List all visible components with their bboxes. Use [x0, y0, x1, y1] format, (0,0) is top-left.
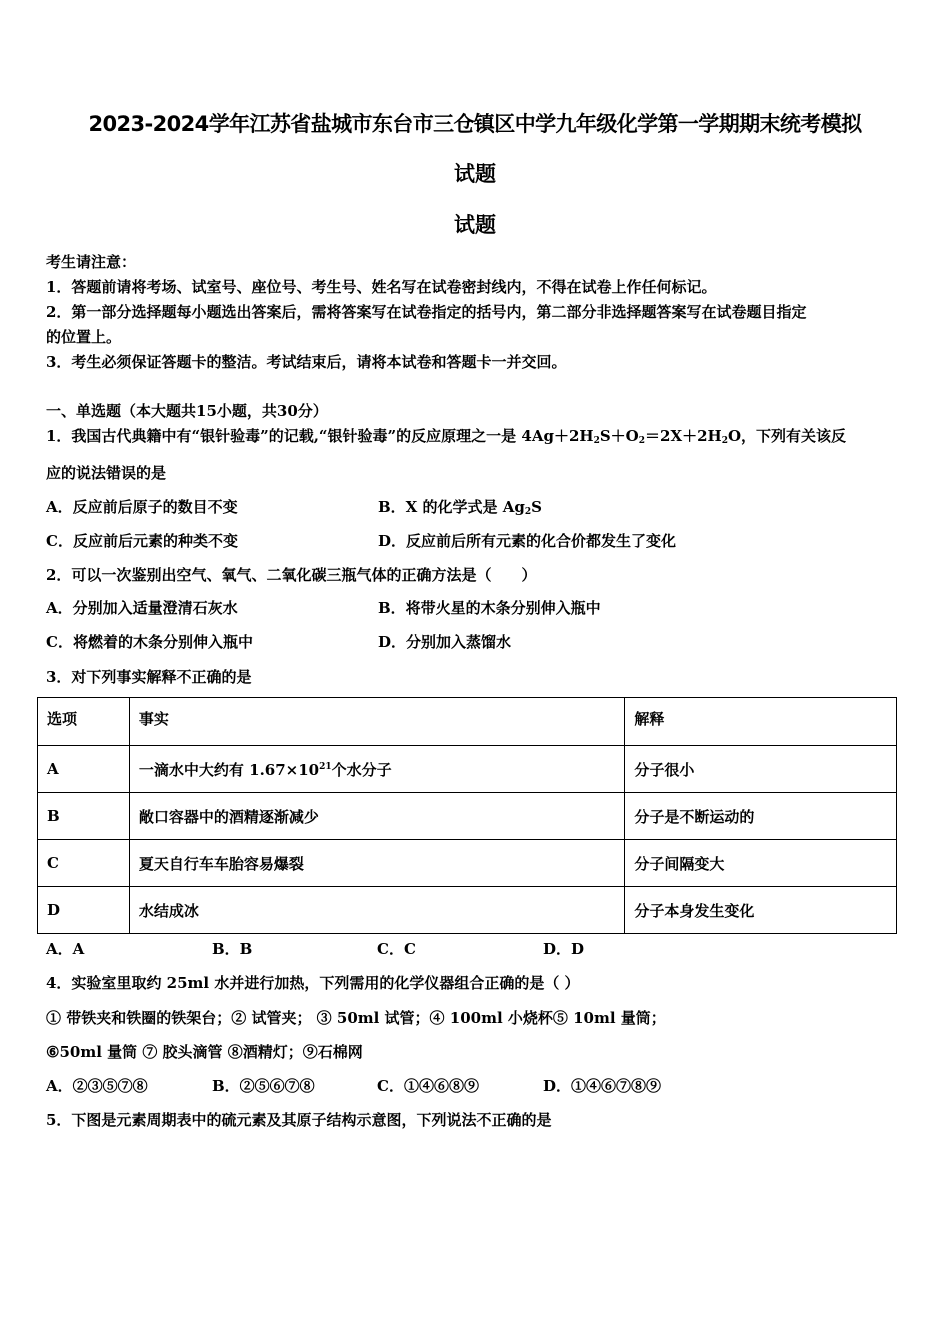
- table-header-cell: 选项: [38, 698, 130, 746]
- notice-item-2: 2．第一部分选择题每小题选出答案后，需将答案写在试卷指定的括号内，第二部分非选择题答案写在试卷题目指定: [46, 303, 807, 321]
- q1-option-d: D．反应前后所有元素的化合价都发生了变化: [378, 532, 677, 550]
- table-cell-fact: 一滴水中大约有 $1.67\times 10^{21}$个水分子: [129, 746, 624, 793]
- exam-title-line1: 2023-2024学年江苏省盐城市东台市三仓镇区中学九年级化学第一学期期末统考模拟: [88, 112, 862, 136]
- table-cell-fact: 敞口容器中的酒精逐渐减少: [129, 793, 624, 840]
- table-cell-option: C: [38, 840, 130, 887]
- q3-table: [37, 697, 897, 934]
- q4-option-d: D．①④⑥⑦⑧⑨: [543, 1077, 662, 1095]
- table-row: [38, 793, 897, 840]
- notice-item-2-cont: 的位置上。: [46, 328, 122, 346]
- q1-option-a: A．反应前后原子的数目不变: [46, 498, 238, 516]
- table-cell-option: B: [38, 793, 130, 840]
- notice-item-1: 1．答题前请将考场、试室号、座位号、考生号、姓名写在试卷密封线内，不得在试卷上作任何标记。: [46, 278, 717, 296]
- q1-option-c: C．反应前后元素的种类不变: [46, 532, 238, 550]
- q3-option-d: D．D: [543, 940, 585, 958]
- table-header-cell: 事实: [129, 698, 624, 746]
- table-row: [38, 840, 897, 887]
- table-cell-option: A: [38, 746, 130, 793]
- q5-stem: 5．下图是元素周期表中的硫元素及其原子结构示意图，下列说法不正确的是: [46, 1111, 552, 1129]
- q2-option-b: B．将带火星的木条分别伸入瓶中: [378, 599, 601, 617]
- q3-option-a: A．A: [46, 940, 85, 958]
- q1-stem: 1．我国古代典籍中有“银针验毒”的记载,“银针验毒”的反应原理之一是 $4Ag+2H_2S+O_2=2X+2H_2O$，下列有关该反: [46, 427, 847, 446]
- q2-option-d: D．分别加入蒸馏水: [378, 633, 512, 651]
- section-heading: 一、单选题（本大题共15小题，共30分）: [46, 402, 328, 420]
- q4-option-b: B．②⑤⑥⑦⑧: [212, 1077, 315, 1095]
- table-cell-explanation: 分子间隔变大: [625, 840, 897, 887]
- q4-option-c: C．①④⑥⑧⑨: [377, 1077, 479, 1095]
- table-cell-fact: 水结成冰: [129, 887, 624, 934]
- exam-title-line2: 试题: [454, 162, 496, 186]
- exam-subtitle: 试题: [454, 213, 496, 237]
- q2-option-c: C．将燃着的木条分别伸入瓶中: [46, 633, 253, 651]
- q1-stem-cont: 应的说法错误的是: [46, 464, 167, 482]
- table-cell-option: D: [38, 887, 130, 934]
- table-cell-explanation: 分子是不断运动的: [625, 793, 897, 840]
- q4-stem: 4．实验室里取约 25ml 水并进行加热，下列需用的化学仪器组合正确的是（ ）: [46, 974, 580, 992]
- notice-item-3: 3．考生必须保证答题卡的整洁。考试结束后，请将本试卷和答题卡一并交回。: [46, 353, 567, 371]
- table-cell-explanation: 分子很小: [625, 746, 897, 793]
- table-header-row: [38, 698, 897, 746]
- table-cell-explanation: 分子本身发生变化: [625, 887, 897, 934]
- q4-instrument-list-cont: ⑥50ml 量筒 ⑦ 胶头滴管 ⑧酒精灯；⑨石棉网: [46, 1043, 363, 1061]
- q1-option-b: B．X 的化学式是 $Ag_2S$: [378, 498, 542, 517]
- q3-option-b: B．B: [212, 940, 253, 958]
- table-row: [38, 746, 897, 793]
- q2-stem: 2．可以一次鉴别出空气、氧气、二氧化碳三瓶气体的正确方法是（ ）: [46, 566, 537, 584]
- q4-instrument-list: ① 带铁夹和铁圈的铁架台；② 试管夹； ③ 50ml 试管；④ 100ml 小烧杯⑤ 10ml 量筒；: [46, 1009, 666, 1027]
- q3-stem: 3．对下列事实解释不正确的是: [46, 668, 252, 686]
- table-row: [38, 887, 897, 934]
- q3-option-c: C．C: [377, 940, 416, 958]
- table-header-cell: 解释: [625, 698, 897, 746]
- notice-heading: 考生请注意：: [46, 253, 137, 271]
- q2-option-a: A．分别加入适量澄清石灰水: [46, 599, 238, 617]
- q4-option-a: A．②③⑤⑦⑧: [46, 1077, 148, 1095]
- table-cell-fact: 夏天自行车车胎容易爆裂: [129, 840, 624, 887]
